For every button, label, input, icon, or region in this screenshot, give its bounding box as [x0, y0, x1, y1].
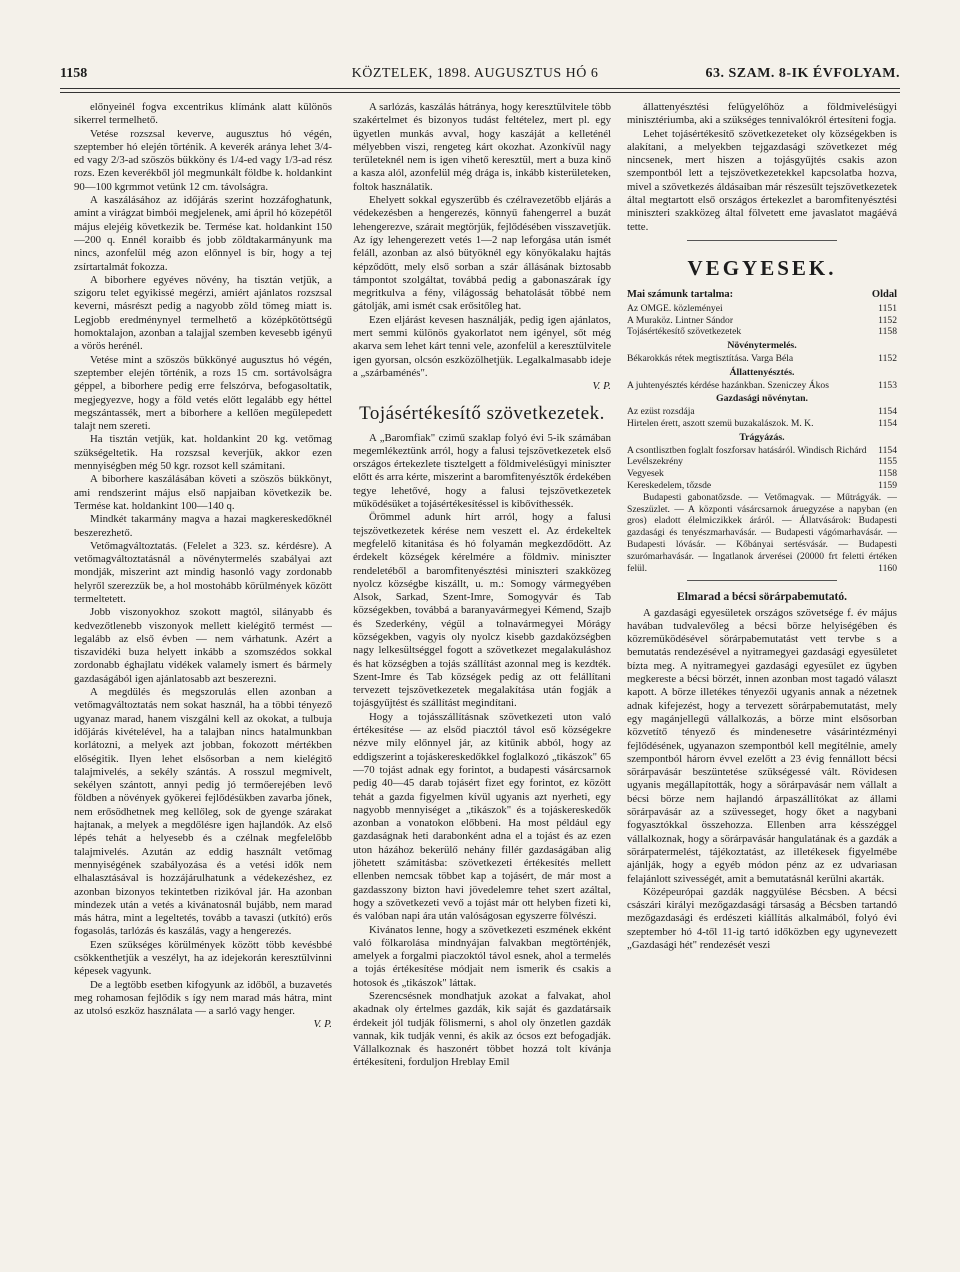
toc-row — [627, 418, 897, 430]
paragraph: De a legtöbb esetben kifogyunk az időből, a buzavetés meg rohamosan fejlődik s így nem marad más hátra, mint az utolsó eszköz használata — a sarló vagy henger. — [74, 978, 332, 1018]
paragraph: A „Baromfiak" czimű szaklap folyó évi 5-ik számában megemlékeztünk arról, hogy a falusi tejszövetkezetek első országos értekezlete tisztelgett a földmivelésügyi miniszter előtt és arra kérte, miszerint a baromfitenyésztők érdekében tegye lehetővé, hogy a falusi tejszövetkezetek működésüket a tojásértékesítéssel is kibővíthessék. — [353, 431, 611, 511]
article-heading-tojas: Tojásértékesítő szövetkezetek. — [359, 402, 605, 424]
toc-entry-page: 1158 — [878, 468, 897, 480]
header-rule-2 — [60, 92, 900, 93]
paragraph: Ehelyett sokkal egyszerűbb és czélravezetőbb eljárás a védekezésben a hengerezés, könnyű fahengerrel a buzát lehengerezve, szárait megtörjük, fejlődésében visszavetjük. Az így lehengerezett vetés 1—2 nap leforgása után ismét feláll, azonban az alsó bütyöknél egy könyökalaku hajtás képződött, mely első sorban a szár állásának biztosabb támpontot szolgáltat, továbbá pedig a gabonaszárak így megritkulva a fény, világosság behatolását többé nem gátolják, ami ismét csak erősitőleg hat. — [353, 194, 611, 313]
toc-entry-page: 1154 — [878, 444, 897, 456]
paragraph: Kivánatos lenne, hogy a szövetkezeti eszmének ekként való fölkarolása mindnyájan falvakban megtörténjék, amelyek a forgalmi piaczoktól távol esnek, ahol a termelés a tojás értékesítése módjait nem ismerik és csakis a hotosok és „tikászok" láttak. — [353, 923, 611, 989]
toc-entry-page: 1152 — [878, 314, 897, 326]
paragraph: Középeurópai gazdák naggyülése Bécsben. A bécsi császári királyi mezőgazdasági társaság a Bécsben tartandó mezőgazdasági és erdészeti kiállítás alkalmából, folyó évi szeptember hó 4-től 11-ig tartó időközben egy ugynevezett „Gazdasági hét" rendezését veszi — [627, 885, 897, 952]
toc-entry-title: Békarokkás rétek megtisztítása. Varga Béla — [627, 352, 794, 364]
paragraph: A biborhere egyéves növény, ha tisztán vetjük, a szigoru telet egyikissé megérzi, amiért ajánlatos rozszsal keverni, másrészt pedig a nagyobb zöld tömeg miatt is. Legjobb eredménynyel termelhető a középkötöttségű homoktalajon, azonban a talajjal szemben kevesebb igényű a vörös herénél. — [74, 273, 332, 353]
column-3 — [627, 101, 897, 1251]
toc-entry-page: 1158 — [878, 326, 897, 338]
toc-entry-page: 1154 — [878, 406, 897, 418]
column-2-body-b — [353, 432, 611, 1070]
paragraph: Vetése rozszsal keverve, augusztus hó végén, szeptember hó elején történik. A keverék aránya lehet 3/4-ed vagy 2/3-ad szöszös bükköny és 1/4-ed vagy 1/3-ad rész rozs. Ezen keverékből jól megmunkált földbe k. holdankint 90—100 kgrmmot vetünk 12 cm. távolságra. — [74, 127, 332, 193]
toc-entry-page: 1159 — [878, 479, 897, 491]
paragraph: Hogy a tojásszállításnak szövetkezeti uton való értékesítése — az elsőd piacztól távol eső községekre nézve mily előnnyel jár, az kitűnik abból, hogy az eddigszerint a tojáskereskedőkkel foglalkozó „tikászok" 65—70 tojást adnak egy forintot, a budapesti vásárcsarnok pedig 40—45 darab tojásért fizet egy forintot, ez között tehát a gazda figyelmen kívül ugyanis azt nyerheti, egy nagyobb mennyiséget a „tikászok" és a tojáskereskedők azonban a vonatokon előbbeni. Ha most például egy gazdaságnak heti darabonként adna el a tojást és az ezen uton házához bekerülő nehány fillér gazdaságában alig jöhetett számitásba: szövetkezeti értékesítés mellett ellenben nemcsak többet kap a tojásért, de már most a gazdasszony bizton havi jövedelemre tehet szert azáltal, hogy a szövetkezeti vevő a tojást már ott helyben fizeti ki, és valóban napi ára után valóságosan egyszerre fölvészi. — [353, 710, 611, 923]
toc-row — [627, 456, 897, 468]
column-1 — [74, 101, 332, 1251]
page-number: 1158 — [60, 66, 88, 81]
toc-entry-title: A csontlisztben foglalt foszforsav hatásáról. Windisch Richárd — [627, 444, 867, 456]
paragraph: Vetése mint a szöszös bükkönyé augusztus hó végén, szeptember elején történik, a rozs 15 cm. sortávolságra géppel, a biborhere pedig erre felszórva, befogasoltatik, megjegyezve, hogy a föld vetés előtt legalább egy héttel megszántassék, mert a biborhere a kellően megülepedett talajt nem szereti. — [74, 353, 332, 433]
toc-section-title: Állattenyésztés. — [729, 366, 795, 378]
toc-entry-title: Az ezüst rozsdája — [627, 406, 695, 418]
paragraph: Lehet tojásértékesítő szövetkezeteket oly községekben is alakítani, a melyekben tejgazdasági szövetkezet még nincsenek, mert hiszen a tojásgyűjtés csakis azon szempontból lett a tejszövetkezetekkel kapcsolatba hozva, mivel a szövetkezés áldásaiban már részesült tejszövetkezetek által megtartott első országos értekezlet a baromfitenyésztési miniszteri szakközeg által fölvetett eme javaslatot magáévá tette. — [627, 127, 897, 233]
paragraph: Mindkét takarmány magva a hazai magkereskedőknél beszerezhető. — [74, 513, 332, 539]
toc-row — [627, 315, 897, 327]
paragraph: előnyeinél fogva excentrikus klímánk alatt különös sikerrel termelhető. — [74, 101, 332, 127]
page-header — [60, 64, 900, 84]
paragraph: A gazdasági egyesületek országos szövetsége f. év május havában tudvalevőleg a bécsi börze helyiségében és közremüködésével sörárpabemutatást vett tervbe s a bemutatás rendezésével a nyitramegyei gazdasági egyesületet bízta meg. A nyitramegyei gazdasági egyesület ez ügyben megkereste a bécsi börzét, innen azonban most tagadó választ kapott. A börze illetékes tényezői ugyanis annak a nézetnek adnak kifejezést, hogy a tervezett sörárpabemutatást, mely egy magánjellegű vállalkozás, a börze mint elsősorban közvetítő tényező és mindenesetre vásárintézményi fejlődésének, ugyanazon szempontból kell megítélnie, amely szempontból hárorn évvel ezelőtt a 23 évig fennállott bécsi sörárpavásár beszüntetése szükségessé vált. Rövidesen ugyanis megállapították, hogy a sörárpavásár nem vállalt a bécsi börze nem hajlandó árpaszállítókat az állami sörárpavásár az a szüvesseget, hogy őket a nagybani fogyasztókkal összehozza. Ellenben arra késszéggel vállalkoznak, hogy a sörárpavásár hangulatának és a gazdák a sörárpatermelést, tájékoztatást, az illetékesek figyelmébe ajánlják, hogy a egyéb módon pénz az ez udvariasan felajánlott szivességét, amit a bemutatásnál kerülni akarták. — [627, 606, 897, 885]
toc-row — [627, 406, 897, 418]
toc-entry-title: Vegyesek — [627, 468, 664, 480]
paragraph: A kaszálásához az időjárás szerint hozzáfoghatunk, amint a virágzat bimbói megjelenek, ami ápril hó közepétől május elejéig következik be. Termése kat. holdankint 150—200 q. Ennél koraibb és jobb zöldtakarmányunk ma nincs, azonfelül még azon előnnyel is bír, hogy a tej zsírtartalmát fokozza. — [74, 194, 332, 273]
toc-entry-title: Levélszekrény — [627, 456, 683, 468]
toc-section-title: Trágyázás. — [739, 431, 785, 443]
toc-row — [627, 353, 897, 365]
section-divider-2 — [687, 580, 837, 581]
toc-row — [627, 445, 897, 457]
toc-entry-title: Tojásértékesítő szövetkezetek — [627, 326, 742, 338]
toc-entry-title: A Muraköz. Lintner Sándor — [627, 314, 734, 326]
paragraph: A sarlózás, kaszálás hátránya, hogy keresztülvitele több szakértelmet és bizonyos tudást feltételez, mert pl. egy ügyetlen munkás avval, hogy kaszáját a kelleténél mélyebben viszi, rengeteg kárt okozhat. Azonkívül nagy területeknél nem is igen vihető keresztül, mert a buza kinő a kasza alól, azonfelül még drága is, inkább kisterületeken, foltok használatik. — [353, 101, 611, 193]
toc-section-title: Gazdasági növénytan. — [716, 393, 808, 405]
paragraph: A megdülés és megszorulás ellen azonban a vetőmagváltoztatás nem sokat használ, ha a többi tényező ugyanaz marad, hanem viszgálni kell az okokat, a tulbuja időjárás kivételével, ha a talajban nincs hatalmunkban korlátozni, a melyek azt jobban, fokozott mértékben előségitik. Ilyen lehet elsősorban a nem kielégitő talajmivelés, a sekély szántás. A rosszul megmivelt, sekélyen szántott, annyi pedig jó termőerejében levő földben a növények gyökerei fejlődésükben zavarba jőnek, nem erősödhetnek meg kellőleg, sok de gyenge szárakat hajtanak, a melyek a megdőlésre igen hajlandók. Az első lépés tehát a helyesebb és a czélnak megfelelőbb talajmivelés. Azután az eddig használt vetőmag mennyiségének szabályozása és a vetési idők nem elhalasztásával is hozzájárulhatunk a védekezéshez, ez azonban bizonyos tekintetben rizikóval jár. Ha azonban mindezek után a vetés a kivánatosnál bujább, nem marad más hátra, mint a legeltetés, tovább a tavaszi (utkító) erős fogasolás, tarlózás és kaszálás, vagy a hengerezés. — [74, 686, 332, 938]
paragraph: Jobb viszonyokhoz szokott magtól, silányabb és kedvezőtlenebb viszonyok mellett kielégitő termést — legalább az első évben — nem várhatunk. Azért a tiszavidéki buza helyett inkább a szomszédos sokkal zordonabb éghajlatu vidékek valamely ismert és bármely gazdaságából igen ajánlatosabb azt beszerezni. — [74, 606, 332, 685]
table-of-contents — [627, 289, 897, 574]
toc-row — [627, 468, 897, 480]
issue-info: 63. SZAM. 8-IK ÉVFOLYAM. — [705, 66, 900, 81]
column-2-signature: V. P. — [592, 380, 611, 393]
toc-entry-title: Az OMGE. közleményei — [627, 302, 723, 314]
column-3-body-a — [627, 101, 897, 234]
article-heading-sorarpa: Elmarad a bécsi sörárpabemutató. — [677, 591, 847, 604]
column-2 — [353, 101, 611, 1251]
column-2-body-a — [353, 101, 611, 380]
column-3-body-b — [627, 607, 897, 953]
toc-market-desc: Budapesti gabonatőzsde. — Vetőmagvak. — Műtrágyák. — Szeszüzlet. — A központi vásárcsarnok áruegyzése a napyban (en gros) eladott élelmiczikkek áráról. — Állatvásárok: Budapesti gazdasági és tenyészmarhavásár. — Budapesti vágómarhavásár. — Budapesti lóvásár. — Kőbányai sertésvásár. — Budapesti szurómarhavásár. — Ingatlanok árverései (20000 frt feletti értéken felül. — [627, 491, 897, 574]
toc-row — [627, 326, 897, 338]
paragraph: Ezen eljárást kevesen használják, pedig igen ajánlatos, mert semmi különös gyakorlatot nem igényel, sőt még akarva sem lehet kárt tenni vele, azonfelül a keresztülvitele igen gyorsan, olcsón eszközölhetjük. Legalkalmasabb ideje a „szárbaménés". — [353, 313, 611, 379]
section-divider — [687, 240, 837, 241]
paragraph: Örömmel adunk hírt arról, hogy a falusi tejszövetkezetek kérése nem veszett el. Az érdekeltek megfelelő kitanitása és hó folyamán megkezdődött. Az érdekelt községek kérelmére a földmiv. miniszter rendeletéből a baromfitenyésztési miniszteri szakközeg nyolcz községbe kiszállt, u. m.: Somogy vármegyében Alsok, Sarkad, Szent-Imre, Somogyvár és Tab községekben, továbbá a baranyavármegyei Kémend, Szajb és Szederkény, végül a tolnavármegyei Mórágy községekben, vagyis oly nyolcz kisebb gazdaközségben nagy lelkesültséggel fogott a szövetkezet megalakuláshoz és hat községben a tojás szállítást azonnal meg is kezdték. Szent-Imre és Tab községek pedig az ott felállítani tervezett tejszövetkezetek megalakítása után fogják a tojásgyűjtést és szállítást megindítani. — [353, 511, 611, 710]
publication-title: KÖZTELEK, 1898. AUGUSZTUS HÓ 6 — [351, 66, 599, 81]
toc-title-text: Mai számunk tartalma: — [627, 288, 734, 300]
paragraph: A biborhere kaszálásában követi a szöszös bükkönyt, ami rendszerint május első napjaiban következik be. Termése kat. holdankint 100—140 q. — [74, 473, 332, 512]
toc-row — [627, 480, 897, 492]
paragraph: állattenyésztési felügyelőhöz a földmivelésügyi minisztériumba, aki a szükséges tennivalókról értesíteni fogja. — [627, 101, 897, 127]
paragraph: Szerencsésnek mondhatjuk azokat a falvakat, ahol akadnak oly értelmes gazdák, kik saját és gazdatársaik érdekeit jól tudják fölismerni, s ahol oly önzetlen gazdák vannak, kik tudják venni, és akik az ócsos ezt befogadják. Vállalkoznak és haszonért többet hozzá tolt kívánja értékesíteni, forduljon Hreblay Emil — [353, 990, 611, 1069]
column-1-signature: V. P. — [313, 1018, 332, 1031]
toc-entry-title: Hirtelen érett, aszott szemü buzakalászok. M. K. — [627, 417, 814, 429]
toc-entry-title: A juhtenyésztés kérdése hazánkban. Szeniczey Ákos — [627, 379, 829, 391]
toc-title — [627, 289, 897, 301]
toc-section-title: Növénytermelés. — [727, 340, 797, 352]
toc-market-text — [627, 492, 897, 575]
vegyesek-heading: VEGYESEK. — [687, 255, 837, 280]
toc-row — [627, 303, 897, 315]
toc-entry-page: 1153 — [878, 379, 897, 391]
paragraph: Ha tisztán vetjük, kat. holdankint 20 kg. vetőmag szükségeltetik. Ha rozszsal keverjük, akkor ezen mennyiségben még 50 kgr. rozsot kell számitani. — [74, 433, 332, 473]
paragraph: Ezen szükséges körülmények között több kevésbbé csökkenthetjük a veszélyt, ha az idejekorán keresztülvinni képesek vagyunk. — [74, 938, 332, 978]
toc-entry-page: 1151 — [878, 302, 897, 314]
header-rule — [60, 88, 900, 89]
toc-entry-title: Kereskedelem, tőzsde — [627, 479, 712, 491]
paragraph: Vetőmagváltoztatás. (Felelet a 323. sz. kérdésre). A vetőmagváltoztatásnál a növénytermelés szabályai azt mondják, miszerint azt mindig hasonló vagy zordonabb helyről szerezzük be, a hol mostohább körülmények között termeltetett. — [74, 539, 332, 605]
toc-column-label: Oldal — [871, 288, 897, 300]
column-1-body — [74, 101, 332, 1018]
toc-entry-page: 1155 — [878, 456, 897, 468]
toc-row — [627, 380, 897, 392]
toc-market-page: 1160 — [878, 562, 897, 574]
toc-entry-page: 1154 — [878, 417, 897, 429]
toc-entry-page: 1152 — [878, 352, 897, 364]
toc-entries — [627, 303, 897, 492]
